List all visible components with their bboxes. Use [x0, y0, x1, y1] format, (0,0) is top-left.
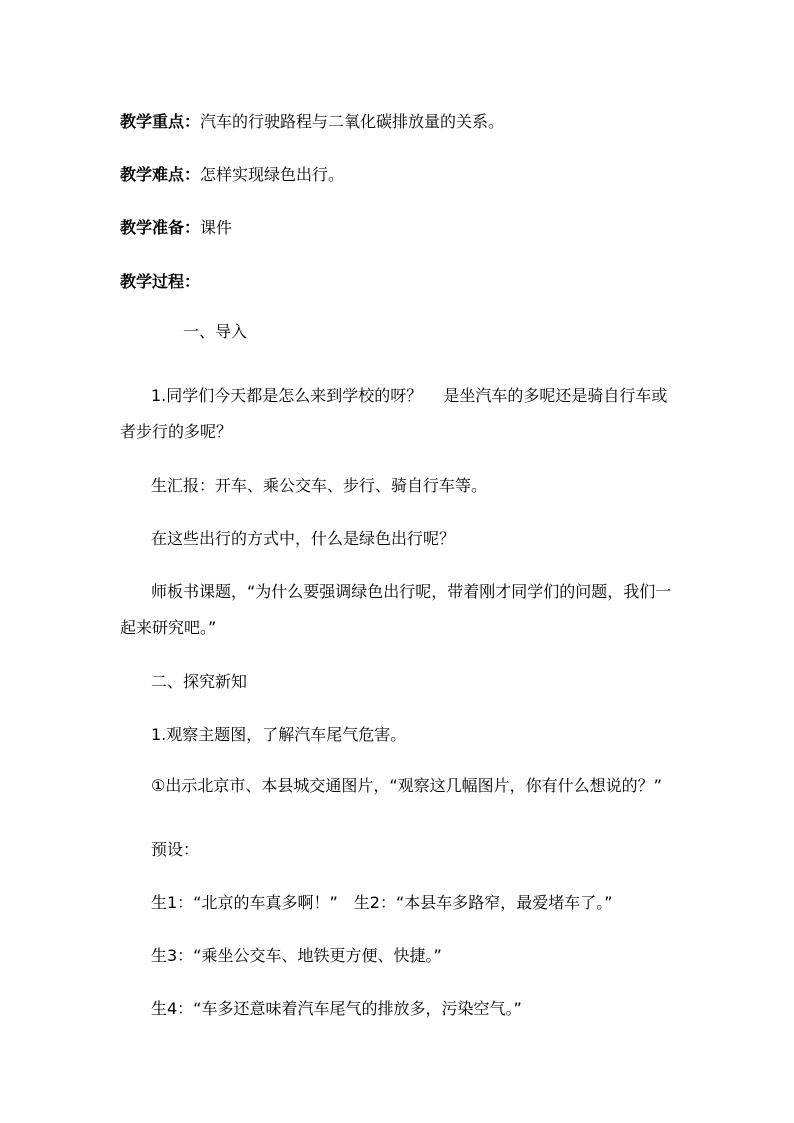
- section-1-report: 生汇报：开车、乘公交车、步行、骑自行车等。: [151, 476, 488, 495]
- section-1-heading: 一、导入: [183, 322, 248, 341]
- section-1-teacher-line-2: 起来研究吧。”: [120, 618, 217, 637]
- key-points-label: 教学重点：: [120, 112, 201, 131]
- section-2-student-3: 生3：“乘坐公交车、地铁更方便、快捷。”: [151, 946, 442, 965]
- difficult-points-label: 教学难点：: [120, 165, 201, 184]
- key-points-text: 汽车的行驶路程与二氧化碳排放量的关系。: [200, 112, 505, 131]
- section-2-student-1-2: 生1：“北京的车真多啊！” 生2：“本县车多路窄，最爱堵车了。”: [151, 893, 613, 912]
- section-1-question-line-2: 者步行的多呢？: [120, 422, 233, 441]
- difficult-points-line: [120, 165, 344, 185]
- section-2-heading: 二、探究新知: [151, 672, 248, 691]
- section-1-green-question: 在这些出行的方式中，什么是绿色出行呢？: [151, 529, 456, 548]
- process-label: 教学过程：: [120, 272, 201, 291]
- section-1-teacher-line-1: 师板书课题，“为什么要强调绿色出行呢，带着刚才同学们的问题，我们一: [151, 582, 672, 601]
- section-2-student-4: 生4：“车多还意味着汽车尾气的排放多，污染空气。”: [151, 999, 522, 1018]
- key-points-line: [120, 112, 504, 132]
- process-line: [120, 272, 200, 292]
- section-2-preset: 预设：: [151, 840, 200, 859]
- preparation-label: 教学准备：: [120, 218, 201, 237]
- section-2-item-1: 1.观察主题图，了解汽车尾气危害。: [151, 725, 407, 744]
- section-2-item-1-sub: ①出示北京市、本县城交通图片，“观察这几幅图片，你有什么想说的？”: [151, 776, 662, 795]
- section-1-question-line-1: 1.同学们今天都是怎么来到学校的呀？ 是坐汽车的多呢还是骑自行车或: [151, 386, 668, 405]
- preparation-line: [120, 218, 232, 238]
- preparation-text: 课件: [200, 218, 233, 237]
- difficult-points-text: 怎样实现绿色出行。: [200, 165, 345, 184]
